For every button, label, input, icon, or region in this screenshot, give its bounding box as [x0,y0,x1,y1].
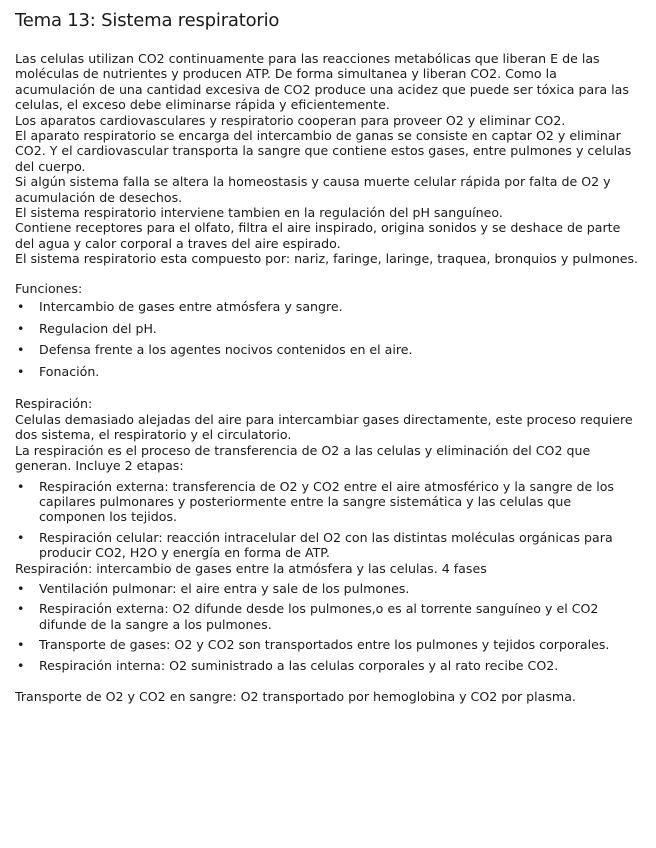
intro-paragraph: El sistema respiratorio esta compuesto por: nariz, faringe, laringe, traquea, bronquios y pulmones. [15,251,639,267]
respiracion-heading: Respiración: [15,396,93,412]
funciones-heading: Funciones: [15,280,83,296]
respiracion-paragraph: Celulas demasiado alejadas del aire para intercambiar gases directamente, este proceso requiere dos sistema, el respiratorio y el circulatorio. [15,411,633,443]
page-title: Tema 13: Sistema respiratorio [15,10,280,31]
etapas-list [15,479,640,561]
fases-heading: Respiración: intercambio de gases entre la atmósfera y las celulas. 4 fases [15,560,487,576]
list-item: • Regulacion del pH. [15,318,640,340]
list-item: • Intercambio de gases entre atmósfera y sangre. [15,296,640,318]
intro-paragraph: El sistema respiratorio interviene tambien en la regulación del pH sanguíneo. [15,205,503,221]
list-item: • Ventilación pulmonar: el aire entra y sale de los pulmones. [15,581,640,596]
intro-paragraph: Contiene receptores para el olfato, filtra el aire inspirado, origina sonidos y se deshace de parte del agua y calor corporal a traves del aire espirado. [15,220,621,251]
intro-paragraph: Las celulas utilizan CO2 continuamente para las reacciones metabólicas que liberan E de las moléculas de nutrientes y producen ATP. De forma simultanea y liberan CO2. Como la acumulación de una cantidad excesiva de CO2 produce una acidez que puede ser tóxica para las celulas, el exceso debe eliminarse rápida y eficientemente. [15,51,629,113]
list-item: • Fonación. [15,361,640,383]
list-item: • Defensa frente a los agentes nocivos contenidos en el aire. [15,339,640,361]
list-item: • Respiración interna: O2 suministrado a las celulas corporales y al rato recibe CO2. [15,658,640,673]
list-item: • Respiración externa: transferencia de O2 y CO2 entre el aire atmosférico y la sangre de los capilares pulmonares y posteriormente entre la sangre sistemática y las celulas que componen los tejidos. [15,479,640,525]
closing-paragraph: Transporte de O2 y CO2 en sangre: O2 transportado por hemoglobina y CO2 por plasma. [15,688,576,704]
funciones-list [15,296,640,382]
intro-section [15,51,640,267]
respiracion-paragraph: La respiración es el proceso de transferencia de O2 a las celulas y eliminación del CO2 que generan. Incluye 2 etapas: [15,442,591,474]
fases-list [15,581,640,673]
respiracion-section [15,396,640,673]
list-item: • Respiración celular: reacción intracelular del O2 con las distintas moléculas orgánicas para producir CO2, H2O y energía en forma de ATP. [15,530,640,561]
funciones-section [15,281,640,383]
list-item: • Respiración externa: O2 difunde desde los pulmones,o es al torrente sanguíneo y el CO2 difunde de la sangre a los pulmones. [15,601,640,632]
intro-paragraph: Los aparatos cardiovasculares y respiratorio cooperan para proveer O2 y eliminar CO2. [15,112,566,128]
list-item: • Transporte de gases: O2 y CO2 son transportados entre los pulmones y tejidos corporales. [15,637,640,652]
intro-paragraph: Si algún sistema falla se altera la homeostasis y causa muerte celular rápida por falta de O2 y acumulación de desechos. [15,174,611,205]
intro-paragraph: El aparato respiratorio se encarga del intercambio de ganas se consiste en captar O2 y eliminar CO2. Y el cardiovascular transporta la sangre que contiene estos gases, entre pulmones y celulas del cuerpo. [15,128,632,174]
